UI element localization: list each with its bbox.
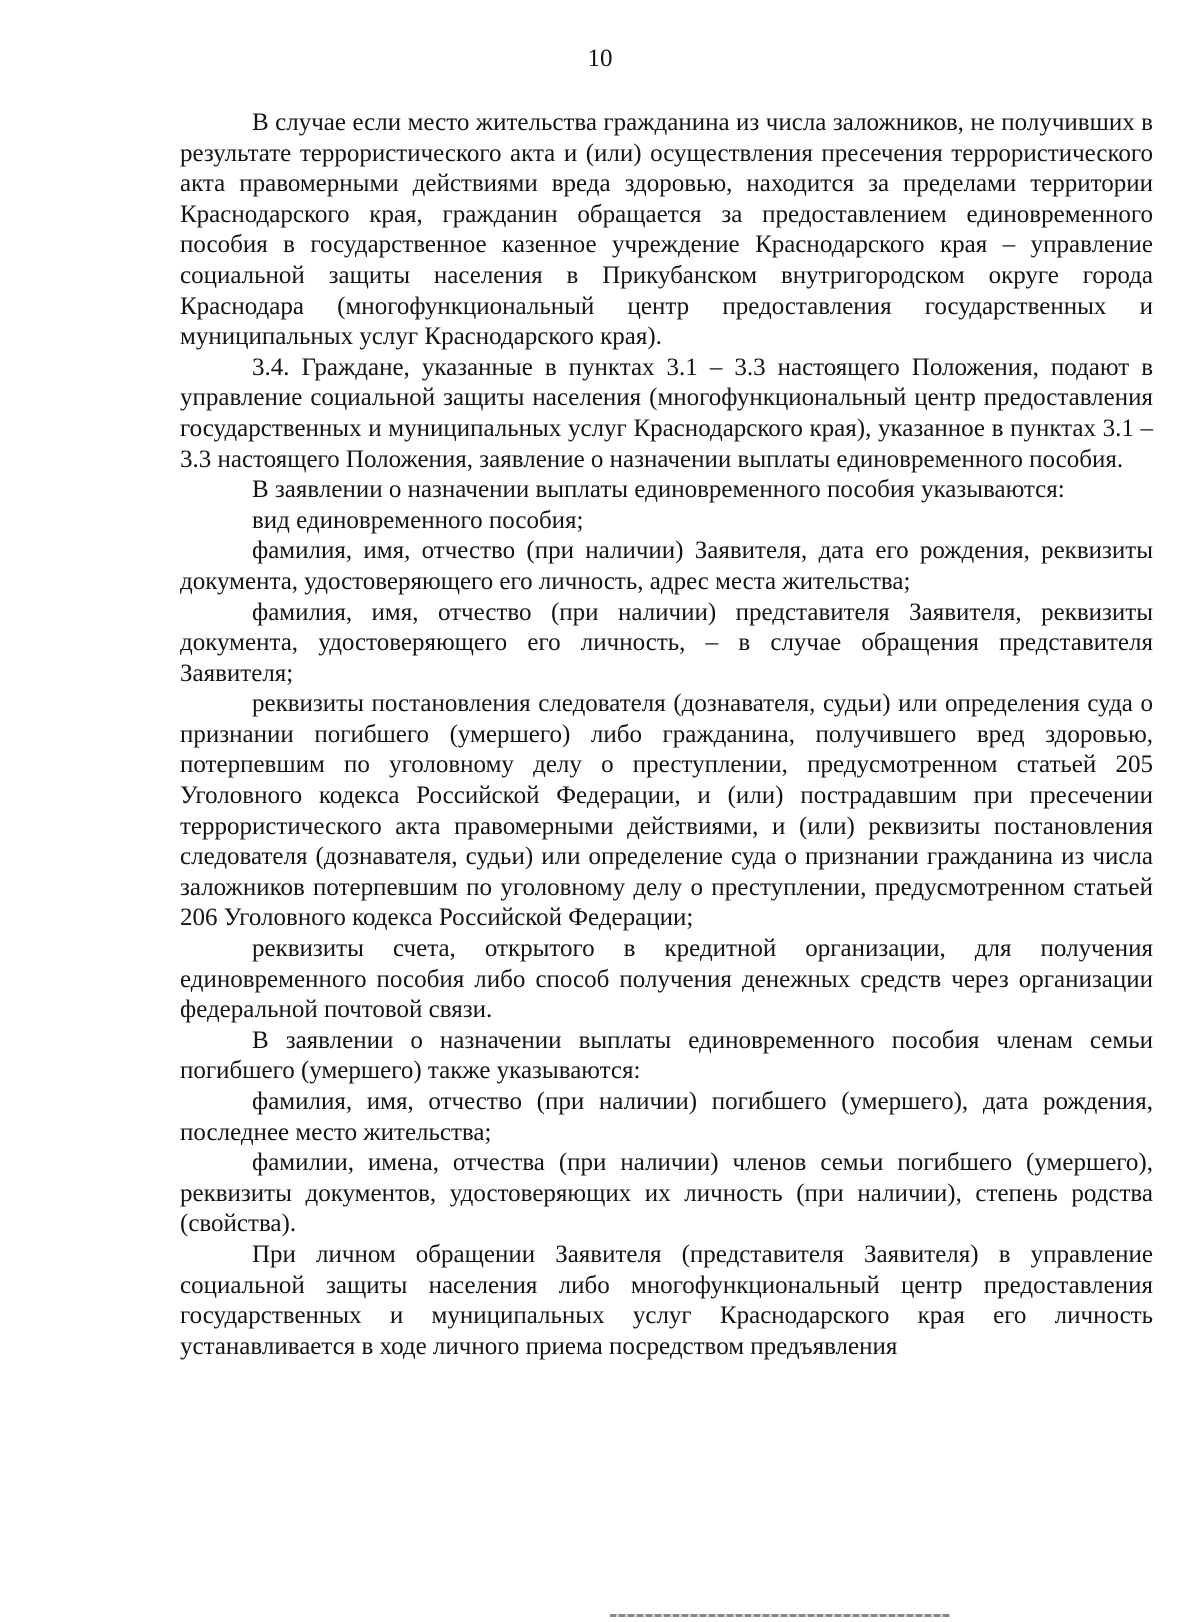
paragraph-hostage-residence: В случае если место жительства гражданина из числа заложников, не получивших в результате террористического акта и (или) осуществления пресечения террористического акта правомерными действиями вреда здоровью, находится за пределами территории Краснодарского края, гражданин обращается за предоставлением единовременного пособия в государственное казенное учреждение Краснодарского края – управление социальной защиты населения в Прикубанском внутригородском округе города Краснодара (многофункциональный центр предоставления государственных и муниципальных услуг Краснодарского края). [180, 109, 1153, 351]
paragraph-3-4: 3.4. Граждане, указанные в пунктах 3.1 – 3.3 настоящего Положения, подают в управление социальной защиты населения (многофункциональный центр предоставления государственных и муниципальных услуг Краснодарского края), указанное в пунктах 3.1 – 3.3 настоящего Положения, заявление о назначении выплаты единовременного пособия. [180, 353, 1153, 473]
paragraph-representative-details: фамилия, имя, отчество (при наличии) представителя Заявителя, реквизиты документа, удостоверяющего его личность, – в случае обращения представителя Заявителя; [180, 598, 1153, 687]
scan-edge-rule [610, 1614, 950, 1617]
page-number: 10 [587, 45, 613, 72]
paragraph-deceased-details: фамилия, имя, отчество (при наличии) погибшего (умершего), дата рождения, последнее место жительства; [180, 1088, 1153, 1146]
paragraph-benefit-type: вид единовременного пособия; [252, 506, 584, 534]
paragraph-applicant-details: фамилия, имя, отчество (при наличии) Заявителя, дата его рождения, реквизиты документа, удостоверяющего его личность, адрес места жительства; [180, 537, 1153, 595]
paragraph-family-members-details: фамилии, имена, отчества (при наличии) членов семьи погибшего (умершего), реквизиты документов, удостоверяющих их личность (при наличии), степень родства (свойства). [180, 1149, 1153, 1238]
paragraph-bank-account: реквизиты счета, открытого в кредитной организации, для получения единовременного пособия либо способ получения денежных средств через организации федеральной почтовой связи. [180, 935, 1153, 1024]
document-body [180, 108, 1153, 1362]
paragraph-application-contents-intro: В заявлении о назначении выплаты единовременного пособия указываются: [252, 476, 1065, 504]
paragraph-family-members-intro: В заявлении о назначении выплаты единовременного пособия членам семьи погибшего (умершего) также указываются: [180, 1026, 1153, 1085]
paragraph-investigator-resolution: реквизиты постановления следователя (дознавателя, судьи) или определения суда о признании погибшего (умершего) либо гражданина, получившего вред здоровью, потерпевшим по уголовному делу о преступлении, предусмотренном статьей 205 Уголовного кодекса Российской Федерации, и (или) пострадавшим при пресечении террористического акта правомерными действиями, и (или) реквизиты постановления следователя (дознавателя, судьи) или определение суда о признании гражданина из числа заложников потерпевшим по уголовному делу о преступлении, предусмотренном статьей 206 Уголовного кодекса Российской Федерации; [180, 690, 1153, 932]
paragraph-personal-appeal: При личном обращении Заявителя (представителя Заявителя) в управление социальной защиты населения либо многофункциональный центр предоставления государственных и муниципальных услуг Краснодарского края его личность устанавливается в ходе личного приема посредством предъявления [180, 1240, 1153, 1360]
